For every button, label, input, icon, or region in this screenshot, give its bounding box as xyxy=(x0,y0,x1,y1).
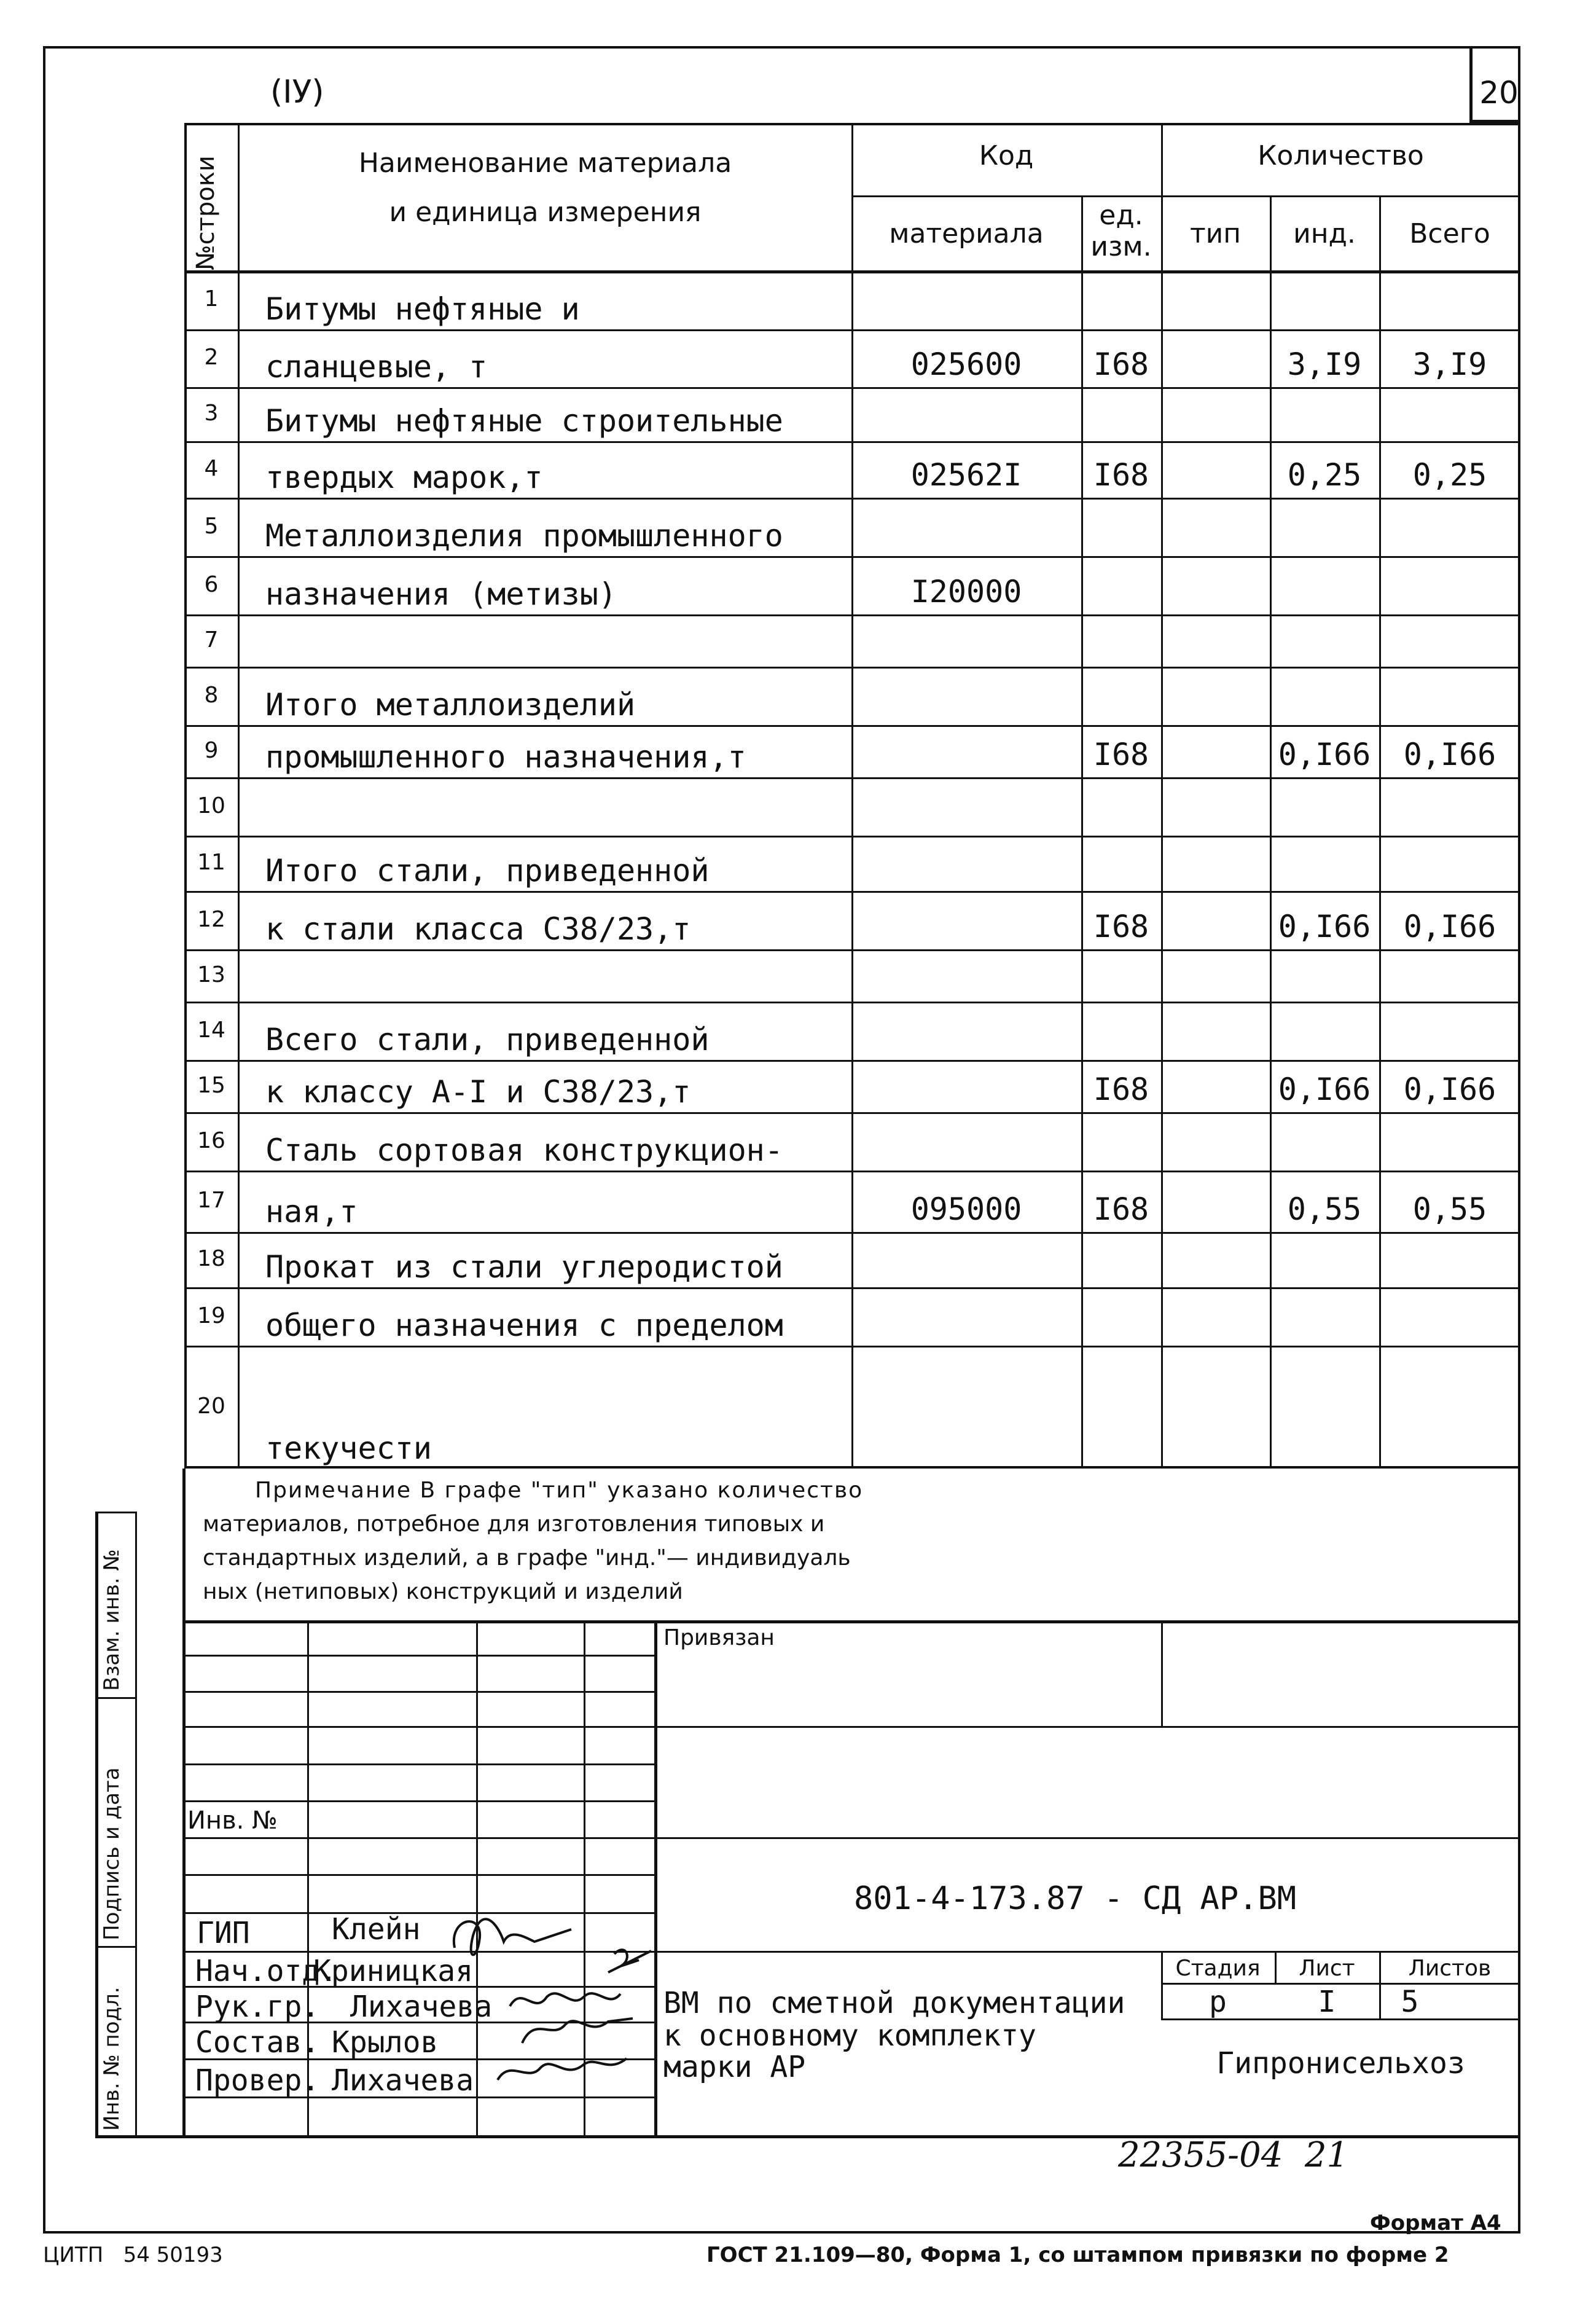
stamp-line-3 xyxy=(182,1726,654,1728)
row-number: 6 xyxy=(204,571,219,597)
left-strip-sep2 xyxy=(95,1946,135,1948)
prover-role: Провер. xyxy=(195,2063,320,2098)
title-line3: марки АР xyxy=(663,2050,806,2084)
header-ind: инд. xyxy=(1293,218,1356,249)
row-ind: 0,I66 xyxy=(1278,1072,1371,1107)
row-separator xyxy=(184,1171,1520,1172)
page-number: 20 xyxy=(1479,75,1519,111)
col-line-ind xyxy=(1379,195,1381,1469)
row-number: 7 xyxy=(204,627,219,653)
row-name: к классу А-I и С38/23,т xyxy=(265,1074,691,1110)
footer-left: ЦИТП 54 50193 xyxy=(43,2243,223,2267)
privyazan-label: Привязан xyxy=(663,1625,775,1650)
signatures xyxy=(430,1893,663,2114)
header-unit-line2: изм. xyxy=(1090,231,1152,262)
archive-number: 22355-04 21 xyxy=(1118,2135,1349,2175)
format-label: Формат А4 xyxy=(1370,2211,1501,2235)
stamp-line-4 xyxy=(182,1763,654,1765)
page-number-box-left xyxy=(1469,46,1473,120)
title-line1: ВМ по сметной документации xyxy=(663,1986,1125,2020)
row-name: Битумы нефтяные строительные xyxy=(265,403,783,439)
row-name: к стали класса С38/23,т xyxy=(265,911,691,947)
left-strip-inner xyxy=(135,1512,137,2135)
doccode-top xyxy=(654,1837,1520,1839)
row-name: Прокат из стали углеродистой xyxy=(265,1249,783,1285)
header-mid-line xyxy=(851,195,1520,197)
row-number: 3 xyxy=(204,401,219,426)
row-number: 11 xyxy=(197,850,225,875)
row-code: 02562I xyxy=(910,457,1022,493)
sheets-value: 5 xyxy=(1401,1985,1419,2019)
stamp-line-6 xyxy=(182,1837,654,1839)
row-number: 1 xyxy=(204,286,219,312)
stage-value: р xyxy=(1209,1985,1227,2019)
row-name: назначения (метизы) xyxy=(265,576,617,612)
stage-label: Стадия xyxy=(1175,1956,1261,1981)
footer-right: ГОСТ 21.109—80, Форма 1, со штампом привязки по форме 2 xyxy=(706,2243,1449,2267)
header-unit-line1: ед. xyxy=(1099,200,1143,231)
note-line1: Примечание В графе "тип" указано количество xyxy=(255,1478,864,1503)
ruk-role: Рук.гр. xyxy=(195,1990,320,2024)
row-number: 14 xyxy=(197,1017,225,1043)
row-number: 20 xyxy=(197,1394,225,1419)
nach-role: Нач.отд. xyxy=(195,1954,338,1988)
row-ind: 0,I66 xyxy=(1278,909,1371,944)
privyazan-bottom xyxy=(654,1726,1520,1728)
col-line-code xyxy=(851,123,853,1469)
sheets-label: Листов xyxy=(1408,1956,1492,1981)
header-material: материала xyxy=(889,218,1044,249)
row-number: 17 xyxy=(197,1188,225,1213)
row-name: твердых марок,т xyxy=(265,460,543,495)
row-separator xyxy=(184,891,1520,893)
row-unit: I68 xyxy=(1093,1072,1149,1107)
row-separator xyxy=(184,498,1520,500)
stamp-line-5 xyxy=(182,1800,654,1802)
stamp-top xyxy=(182,1620,1520,1623)
sostav-role: Состав. xyxy=(195,2025,320,2060)
row-name: сланцевые, т xyxy=(265,349,488,385)
col-line-qty xyxy=(1161,123,1163,1469)
row-ind: 0,55 xyxy=(1287,1191,1362,1227)
row-name: Итого стали, приведенной xyxy=(265,853,710,888)
row-unit: I68 xyxy=(1093,457,1149,493)
inv-no-label: Инв. № xyxy=(187,1806,278,1835)
row-separator xyxy=(184,836,1520,837)
row-separator xyxy=(184,441,1520,443)
row-number: 16 xyxy=(197,1128,225,1153)
label-podpis-data: Подпись и дата xyxy=(100,1767,124,1940)
left-strip-outer xyxy=(95,1512,98,2135)
nach-name: Криницкая xyxy=(313,1954,474,1988)
row-number: 12 xyxy=(197,906,225,932)
row-name: текучести xyxy=(265,1430,432,1466)
stamp-line-1 xyxy=(182,1655,654,1657)
privyazan-divider xyxy=(1161,1620,1163,1726)
row-name: Сталь сортовая конструкцион- xyxy=(265,1132,783,1168)
label-vzam-inv: Взам. инв. № xyxy=(100,1549,124,1691)
row-separator xyxy=(184,777,1520,779)
row-name: Всего стали, приведенной xyxy=(265,1022,710,1057)
header-quantity: Количество xyxy=(1258,140,1424,171)
row-number: 19 xyxy=(197,1303,225,1328)
col-line-type xyxy=(1270,195,1272,1469)
row-code: I20000 xyxy=(910,574,1022,610)
row-name: общего назначения с пределом xyxy=(265,1308,783,1343)
header-type: тип xyxy=(1190,218,1241,249)
row-number: 10 xyxy=(197,793,225,818)
ruk-name: Лихачева xyxy=(350,1990,493,2024)
left-strip-top xyxy=(95,1512,135,1513)
row-code: 025600 xyxy=(910,347,1022,382)
gip-role: ГИП xyxy=(197,1916,250,1950)
sheet-value: I xyxy=(1318,1985,1336,2019)
row-number: 5 xyxy=(204,513,219,539)
organization: Гипронисельхоз xyxy=(1216,2046,1465,2081)
label-inv-podl: Инв. № подл. xyxy=(100,1987,124,2131)
stamp-line-2 xyxy=(182,1691,654,1693)
row-separator xyxy=(184,556,1520,558)
document-code: 801-4-173.87 - СД АР.ВМ xyxy=(854,1880,1297,1917)
row-number: 9 xyxy=(204,737,219,763)
sostav-name: Крылов xyxy=(332,2025,439,2060)
row-name: промышленного назначения,т xyxy=(265,739,746,775)
row-total: 0,55 xyxy=(1412,1191,1487,1227)
row-separator xyxy=(184,1112,1520,1114)
row-name: Битумы нефтяные и xyxy=(265,291,580,327)
sheet-label-stamp: Лист xyxy=(1299,1956,1355,1981)
row-name: Итого металлоизделий xyxy=(265,687,636,723)
row-separator xyxy=(184,949,1520,951)
note-line3: стандартных изделий, а в графе "инд."— индивидуаль xyxy=(203,1545,851,1571)
col-line-name xyxy=(238,123,240,1469)
header-name-line2: и единица измерения xyxy=(389,197,702,228)
row-name: Металлоизделия промышленного xyxy=(265,518,783,554)
row-unit: I68 xyxy=(1093,737,1149,772)
row-total: 0,25 xyxy=(1412,457,1487,493)
row-separator xyxy=(184,329,1520,331)
row-number: 13 xyxy=(197,962,225,987)
row-ind: 3,I9 xyxy=(1287,347,1362,382)
row-separator xyxy=(184,667,1520,669)
header-total: Всего xyxy=(1409,218,1490,249)
row-separator xyxy=(184,1346,1520,1347)
sheet-label: (IУ) xyxy=(270,74,324,111)
left-strip-sep1 xyxy=(95,1697,135,1699)
row-code: 095000 xyxy=(910,1191,1022,1227)
note-line2: материалов, потребное для изготовления типовых и xyxy=(203,1512,825,1537)
note-line4: ных (нетиповых) конструкций и изделий xyxy=(203,1579,683,1604)
title-line2: к основному комплекту xyxy=(663,2018,1036,2053)
row-unit: I68 xyxy=(1093,909,1149,944)
stamp-line-7 xyxy=(182,1874,654,1876)
row-ind: 0,I66 xyxy=(1278,737,1371,772)
row-separator xyxy=(184,387,1520,389)
header-name-line1: Наименование материала xyxy=(358,147,732,179)
header-row-no: №строки xyxy=(192,155,220,270)
row-total: 3,I9 xyxy=(1412,347,1487,382)
gip-name: Клейн xyxy=(332,1912,421,1947)
col-line-unit xyxy=(1081,195,1083,1469)
doccode-bottom xyxy=(654,1951,1520,1953)
prover-name: Лихачева xyxy=(332,2063,474,2098)
row-number: 18 xyxy=(197,1246,225,1271)
row-number: 2 xyxy=(204,345,219,370)
row-total: 0,I66 xyxy=(1403,909,1496,944)
row-separator xyxy=(184,1287,1520,1289)
row-total: 0,I66 xyxy=(1403,737,1496,772)
row-ind: 0,25 xyxy=(1287,457,1362,493)
row-separator xyxy=(184,725,1520,727)
row-separator xyxy=(184,614,1520,616)
header-code: Код xyxy=(979,140,1034,171)
row-number: 4 xyxy=(204,456,219,481)
row-name: ная,т xyxy=(265,1194,358,1230)
row-unit: I68 xyxy=(1093,1191,1149,1227)
row-unit: I68 xyxy=(1093,347,1149,382)
row-separator xyxy=(184,1060,1520,1062)
row-total: 0,I66 xyxy=(1403,1072,1496,1107)
row-separator xyxy=(184,1232,1520,1234)
row-number: 15 xyxy=(197,1072,225,1098)
row-separator xyxy=(184,1002,1520,1003)
row-number: 8 xyxy=(204,682,219,708)
